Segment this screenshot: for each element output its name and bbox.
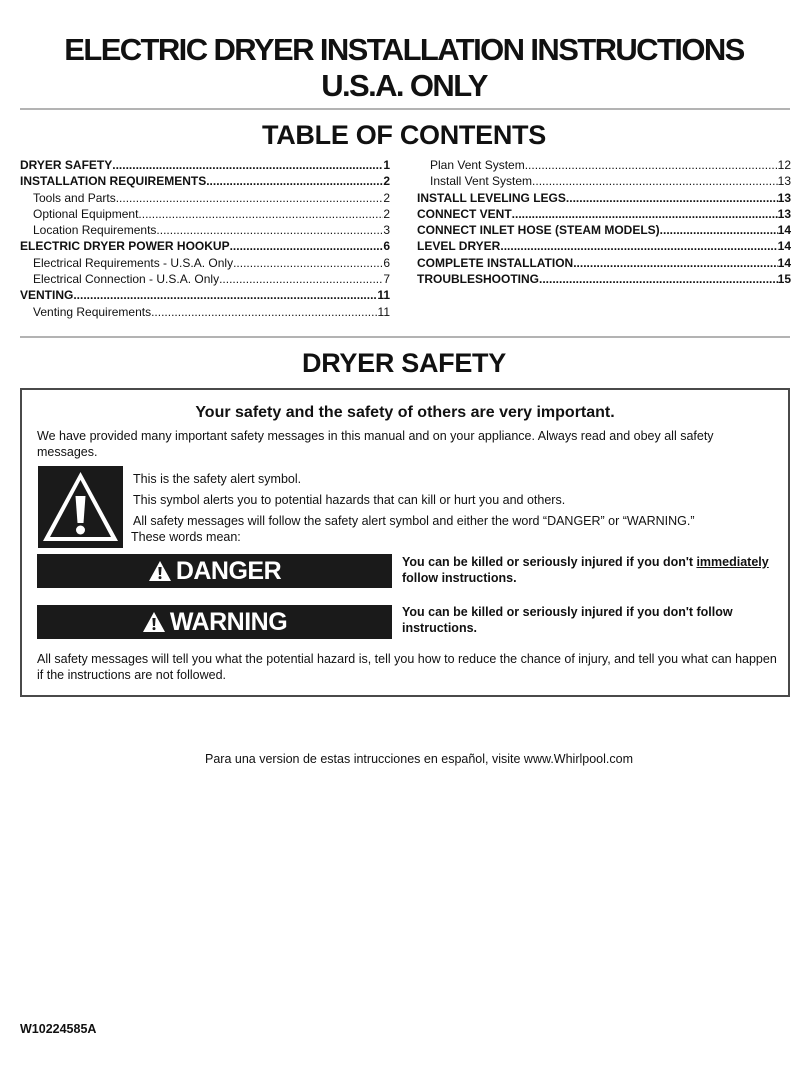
- toc-entry-page: 11: [377, 288, 390, 303]
- toc-leader-dots: [73, 287, 377, 303]
- toc-entry-page: 14: [777, 223, 791, 238]
- toc-leader-dots: [151, 304, 377, 320]
- toc-entry[interactable]: [417, 255, 791, 271]
- toc-leader-dots: [116, 190, 384, 206]
- toc-entry-page: 13: [777, 174, 791, 189]
- toc-entry-page: 1: [383, 158, 390, 172]
- toc-entry-page: 6: [383, 255, 390, 270]
- toc-entry[interactable]: [417, 157, 791, 173]
- toc-entry-page: 14: [777, 255, 791, 270]
- toc-entry-label: Electrical Connection - U.S.A. Only: [33, 272, 220, 287]
- warning-label: WARNING: [169, 607, 288, 636]
- toc-entry-label: TROUBLESHOOTING: [417, 272, 539, 287]
- alert-line-2: This symbol alerts you to potential hazards that can kill or hurt you and others.: [133, 493, 566, 507]
- toc-entry-page: 2: [383, 190, 390, 205]
- toc-entry-page: 15: [777, 272, 791, 287]
- toc-entry-label: LEVEL DRYER: [417, 239, 501, 254]
- danger-text-before: You can be killed or seriously injured if you don't: [402, 555, 697, 569]
- toc-entry[interactable]: [20, 238, 390, 254]
- toc-leader-dots: [233, 255, 383, 271]
- toc-entry[interactable]: [417, 190, 791, 206]
- toc-entry[interactable]: [417, 238, 791, 254]
- alert-line-1: This is the safety alert symbol.: [133, 472, 302, 486]
- toc-entry-label: Plan Vent System: [430, 158, 525, 172]
- toc-leader-dots: [230, 238, 384, 254]
- danger-alert-icon: [148, 560, 172, 582]
- warning-text-line-1: You can be killed or seriously injured if you don't follow: [402, 605, 733, 619]
- toc-entry-label: Install Vent System: [430, 174, 533, 189]
- toc-entry[interactable]: [417, 271, 791, 287]
- toc-entry-label: CONNECT VENT: [417, 206, 512, 221]
- warning-signal-bar: [37, 605, 392, 639]
- toc-leader-dots: [500, 238, 777, 254]
- toc-entry[interactable]: [20, 190, 390, 206]
- safety-heading: DRYER SAFETY: [302, 348, 506, 378]
- toc-entry-label: DRYER SAFETY: [20, 158, 113, 172]
- danger-text-emphasis: immediately: [696, 555, 769, 569]
- toc-entry-page: 2: [383, 206, 390, 221]
- toc-entry-label: Location Requirements: [33, 223, 157, 238]
- toc-entry-label: Optional Equipment: [33, 206, 139, 221]
- toc-right-column: [417, 157, 791, 287]
- warning-text-line-2: instructions.: [402, 621, 478, 635]
- alert-line-3: All safety messages will follow the safety alert symbol and either the word “DANGER” or “WARNING.”: [133, 514, 695, 528]
- divider-top: [20, 108, 790, 110]
- toc-entry-page: 6: [383, 239, 390, 254]
- toc-leader-dots: [539, 271, 778, 287]
- toc-entry-page: 3: [383, 223, 390, 238]
- toc-leader-dots: [512, 206, 778, 222]
- toc-entry-page: 13: [777, 190, 791, 205]
- toc-leader-dots: [219, 271, 383, 287]
- toc-leader-dots: [660, 222, 778, 238]
- toc-leader-dots: [156, 222, 383, 238]
- safety-box-heading: Your safety and the safety of others are very important.: [195, 404, 615, 421]
- safety-alert-icon: [38, 466, 123, 548]
- toc-entry-label: INSTALL LEVELING LEGS: [417, 190, 566, 205]
- toc-entry-label: CONNECT INLET HOSE (STEAM MODELS): [417, 223, 660, 238]
- toc-entry[interactable]: [20, 271, 390, 287]
- toc-leader-dots: [138, 206, 383, 222]
- toc-entry-page: 12: [777, 158, 791, 172]
- document-title: [0, 32, 808, 104]
- toc-entry-label: ELECTRIC DRYER POWER HOOKUP: [20, 239, 230, 254]
- toc-entry[interactable]: [20, 304, 390, 320]
- danger-signal-bar: [37, 554, 392, 588]
- toc-leader-dots: [532, 173, 778, 189]
- toc-entry-page: 14: [777, 239, 791, 254]
- alert-line-4: These words mean:: [131, 530, 241, 544]
- toc-entry[interactable]: [20, 206, 390, 222]
- toc-entry[interactable]: [20, 287, 390, 303]
- toc-leader-dots: [566, 190, 778, 206]
- toc-leader-dots: [206, 173, 383, 189]
- toc-entry-page: 7: [383, 272, 390, 287]
- toc-entry-page: 11: [377, 304, 390, 319]
- toc-entry[interactable]: [417, 206, 791, 222]
- toc-leader-dots: [525, 157, 778, 173]
- title-line-2: U.S.A. ONLY: [321, 68, 487, 103]
- spanish-version-note: Para una version de estas intrucciones en español, visite www.Whirlpool.com: [205, 752, 633, 766]
- divider-middle: [20, 336, 790, 338]
- toc-entry-label: Venting Requirements: [33, 304, 152, 319]
- toc-entry-label: Electrical Requirements - U.S.A. Only: [33, 255, 234, 270]
- toc-entry[interactable]: [20, 255, 390, 271]
- danger-message: [402, 554, 782, 586]
- safety-intro: We have provided many important safety messages in this manual and on your appliance. Always read and obey all safety messages.: [37, 429, 714, 459]
- safety-footer: All safety messages will tell you what the potential hazard is, tell you how to reduce the chance of injury, and tell you what can happen if the instructions are not followed.: [37, 652, 777, 682]
- document-code: W10224585A: [20, 1022, 97, 1036]
- safety-box: [20, 388, 790, 697]
- toc-entry-label: INSTALLATION REQUIREMENTS: [20, 174, 207, 189]
- toc-heading: TABLE OF CONTENTS: [262, 120, 546, 150]
- title-line-1: ELECTRIC DRYER INSTALLATION INSTRUCTIONS: [64, 32, 744, 67]
- toc-entry[interactable]: [20, 222, 390, 238]
- warning-message: [402, 604, 782, 636]
- toc-entry-label: VENTING: [20, 288, 74, 303]
- toc-leader-dots: [112, 157, 383, 173]
- toc-left-column: [20, 157, 390, 320]
- toc-entry-page: 13: [777, 206, 791, 221]
- toc-entry[interactable]: [417, 222, 791, 238]
- toc-entry[interactable]: [20, 157, 390, 173]
- toc-entry-page: 2: [383, 174, 390, 189]
- toc-entry-label: Tools and Parts: [33, 190, 116, 205]
- danger-label: DANGER: [175, 556, 282, 585]
- danger-text-after: follow instructions.: [402, 571, 517, 585]
- toc-entry[interactable]: [20, 173, 390, 189]
- toc-entry-label: COMPLETE INSTALLATION: [417, 255, 574, 270]
- warning-alert-icon: [142, 611, 166, 633]
- toc-entry[interactable]: [417, 173, 791, 189]
- toc-leader-dots: [573, 255, 777, 271]
